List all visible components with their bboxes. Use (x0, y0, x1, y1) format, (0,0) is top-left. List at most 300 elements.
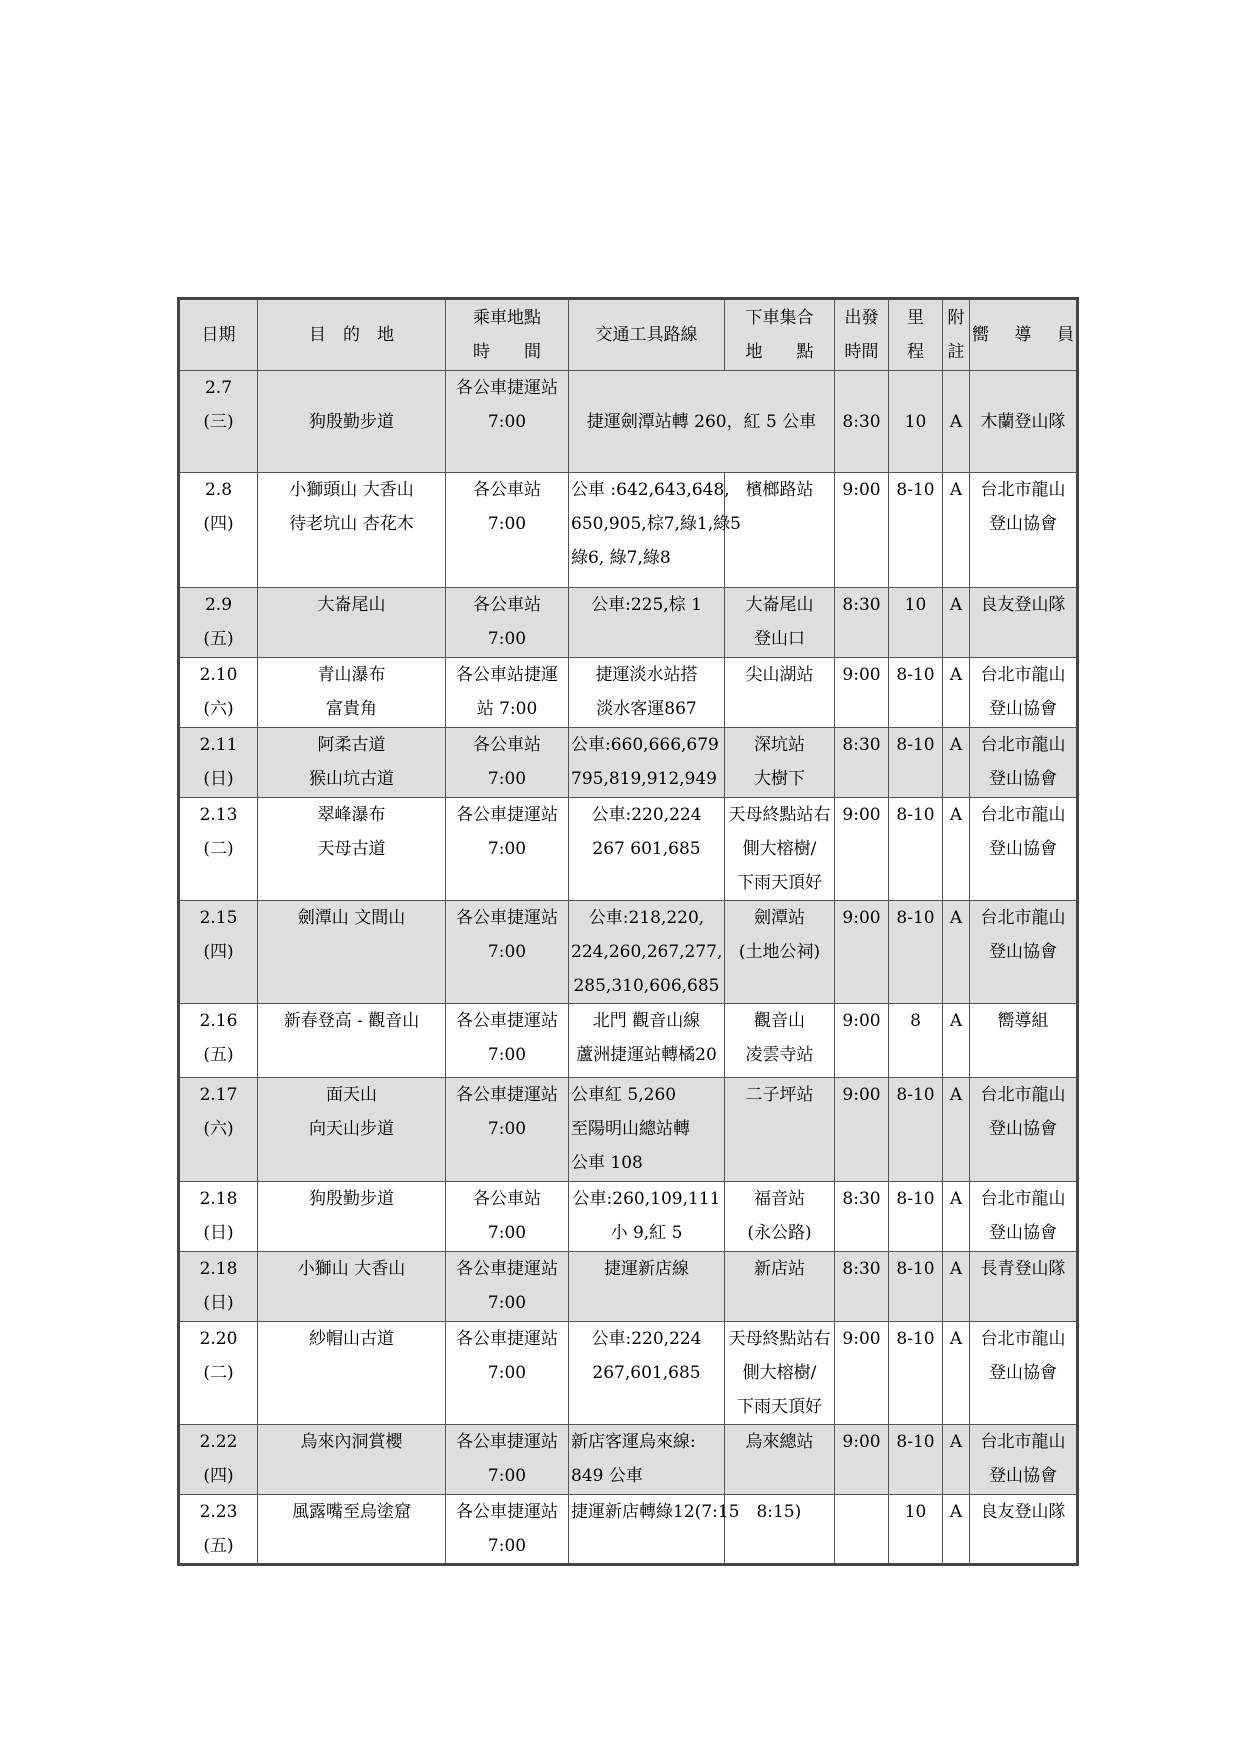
header-alight-line1: 下車集合 (745, 308, 814, 328)
route-line: 285,310,606,685 (573, 976, 720, 996)
depart-time-cell: 9:00 (835, 798, 889, 901)
guide-cell (970, 1004, 1078, 1078)
route-line: 公車:220,224 (591, 1329, 702, 1349)
route-line: 公車 108 (571, 1153, 643, 1173)
boarding-line: 各公車站 (473, 1189, 541, 1209)
header-distance-line2: 程 (907, 342, 924, 362)
distance-cell: 10 (889, 588, 943, 658)
alight-cell (725, 473, 835, 588)
route-cell (569, 1495, 802, 1565)
header-row (179, 299, 1078, 371)
boarding-line: 各公車站 (473, 480, 541, 500)
guide-cell (970, 1182, 1078, 1252)
destination-line: 面天山 (326, 1085, 377, 1105)
date-line: (四) (203, 514, 234, 534)
route-line: 795,819,912,949 (571, 769, 718, 789)
boarding-cell (446, 1322, 569, 1425)
boarding-line: 7:00 (487, 942, 527, 962)
destination-cell (258, 1004, 446, 1078)
header-boarding (446, 299, 569, 371)
route-line: 公車:260,109,111 (572, 1189, 721, 1209)
destination-line: 富貴角 (326, 699, 377, 719)
header-depart-line2: 時間 (844, 342, 879, 362)
guide-line: 登山協會 (989, 699, 1057, 719)
guide-line: 登山協會 (989, 1466, 1057, 1486)
alight-line: 尖山湖站 (745, 665, 814, 685)
depart-time-cell: 8:30 (835, 1182, 889, 1252)
route-line: 公車紅 5,260 (571, 1085, 677, 1105)
depart-time-cell: 9:00 (835, 1004, 889, 1078)
destination-cell (258, 798, 446, 901)
route-line: 淡水客運867 (596, 699, 697, 719)
date-line: 2.18 (199, 1259, 238, 1279)
header-destination: 目 的 地 (258, 299, 446, 371)
route-cell (569, 473, 741, 588)
depart-time-cell: 9:00 (835, 658, 889, 728)
alight-line: (土地公祠) (738, 942, 821, 962)
depart-time-cell: 8:30 (835, 371, 889, 473)
route-line: 公車:220,224 (591, 805, 702, 825)
boarding-line: 各公車捷運站 (456, 1085, 558, 1105)
date-line: 2.17 (199, 1085, 238, 1105)
alight-cell (725, 1182, 835, 1252)
table-row (179, 1078, 1078, 1182)
boarding-cell (446, 1495, 569, 1565)
boarding-line: 7:00 (487, 1466, 527, 1486)
guide-line: 台北市龍山 (980, 480, 1066, 500)
date-line: 2.9 (204, 595, 233, 615)
note-cell: A (943, 1078, 970, 1182)
date-cell (179, 728, 258, 798)
alight-line: 側大榕樹/ (742, 839, 817, 859)
note-cell: A (943, 1004, 970, 1078)
route-cell (569, 728, 725, 798)
guide-line: 登山協會 (989, 514, 1057, 534)
guide-line: 台北市龍山 (980, 735, 1066, 755)
depart-time-cell: 8:30 (835, 588, 889, 658)
boarding-line: 各公車捷運站 (456, 908, 558, 928)
guide-line: 登山協會 (989, 1363, 1057, 1383)
route-line: 公車:218,220, (588, 908, 705, 928)
date-line: (日) (203, 1223, 234, 1243)
alight-cell (725, 728, 835, 798)
depart-time-cell (835, 1495, 889, 1565)
route-line: 小 9,紅 5 (610, 1223, 683, 1243)
alight-line: 凌雲寺站 (745, 1045, 814, 1065)
alight-line: 天母終點站右 (728, 805, 831, 825)
distance-cell: 8-10 (889, 1252, 943, 1322)
destination-cell (258, 1495, 446, 1565)
guide-cell (970, 588, 1078, 658)
distance-cell: 10 (889, 1495, 943, 1565)
destination-line: 風露嘴至烏塗窟 (292, 1502, 411, 1522)
destination-cell (258, 1425, 446, 1495)
guide-line: 木蘭登山隊 (980, 411, 1066, 432)
table-row (179, 1495, 1078, 1565)
route-line: 224,260,267,277, (571, 942, 723, 962)
header-note-line1: 附 (947, 308, 965, 328)
route-cell (569, 798, 725, 901)
header-boarding-line1: 乘車地點 (473, 308, 541, 328)
destination-cell (258, 728, 446, 798)
boarding-line: 7:00 (487, 1045, 527, 1065)
header-guide-char3: 員 (1057, 325, 1074, 345)
header-guide (970, 299, 1078, 371)
depart-time-cell: 8:30 (835, 728, 889, 798)
alight-line: 登山口 (754, 629, 805, 649)
alight-line: 深坑站 (754, 735, 805, 755)
boarding-line: 7:00 (487, 1293, 527, 1313)
date-line: 2.15 (199, 908, 238, 928)
route-cell (569, 1078, 725, 1182)
guide-line: 登山協會 (989, 1119, 1057, 1139)
boarding-line: 7:00 (487, 769, 527, 789)
boarding-line: 7:00 (487, 629, 527, 649)
date-line: (五) (203, 1536, 234, 1556)
note-cell: A (943, 1322, 970, 1425)
boarding-cell (446, 473, 569, 588)
date-line: (六) (203, 699, 234, 719)
guide-line: 台北市龍山 (980, 1085, 1066, 1105)
route-line: 捷運新店轉綠12(7:15 8:15) (571, 1502, 802, 1522)
date-line: 2.10 (199, 665, 238, 685)
guide-line: 良友登山隊 (980, 595, 1066, 615)
destination-line: 向天山步道 (309, 1119, 394, 1139)
alight-cell (725, 588, 835, 658)
header-boarding-line2: 時 間 (473, 342, 541, 362)
alight-line: 二子坪站 (745, 1085, 814, 1105)
alight-line: 檳榔路站 (745, 480, 814, 500)
guide-line: 台北市龍山 (980, 665, 1066, 685)
header-alight-line2: 地 點 (745, 342, 814, 362)
date-line: 2.23 (199, 1502, 238, 1522)
alight-line: 烏來總站 (745, 1432, 814, 1452)
destination-cell (258, 1182, 446, 1252)
route-line: 新店客運烏來線: (571, 1432, 696, 1452)
guide-cell (970, 1495, 1078, 1565)
boarding-line: 7:00 (487, 1223, 527, 1243)
date-cell (179, 901, 258, 1004)
guide-cell (970, 371, 1078, 473)
boarding-cell (446, 1252, 569, 1322)
alight-line: 新店站 (754, 1259, 805, 1279)
guide-cell (970, 1322, 1078, 1425)
boarding-line: 各公車捷運站 (456, 1432, 558, 1452)
alight-line: 大樹下 (754, 769, 805, 789)
route-line: 捷運新店線 (604, 1259, 689, 1279)
destination-line: 烏來內洞賞櫻 (300, 1432, 403, 1452)
guide-cell (970, 473, 1078, 588)
boarding-line: 站 7:00 (476, 699, 538, 719)
table-row (179, 588, 1078, 658)
date-cell (179, 1078, 258, 1182)
alight-line: 劍潭站 (754, 908, 805, 928)
boarding-line: 各公車捷運站 (456, 1011, 558, 1031)
date-line: 2.16 (199, 1011, 238, 1031)
destination-cell (258, 1078, 446, 1182)
note-cell: A (943, 1252, 970, 1322)
destination-line: 青山瀑布 (317, 665, 386, 685)
date-line: 2.22 (199, 1432, 238, 1452)
destination-line: 新春登高 - 觀音山 (283, 1011, 420, 1031)
date-cell (179, 473, 258, 588)
route-line: 267 601,685 (592, 839, 701, 859)
boarding-cell (446, 1182, 569, 1252)
destination-line: 待老坑山 杏花木 (289, 514, 414, 534)
date-line: (五) (203, 629, 234, 649)
date-cell (179, 658, 258, 728)
route-line: 公車 :642,643,648, (571, 480, 730, 500)
boarding-cell (446, 1078, 569, 1182)
date-line: 2.18 (199, 1189, 238, 1209)
date-cell (179, 1252, 258, 1322)
note-cell: A (943, 728, 970, 798)
date-cell (179, 1322, 258, 1425)
guide-line: 登山協會 (989, 1223, 1057, 1243)
alight-cell (725, 1425, 835, 1495)
guide-cell (970, 728, 1078, 798)
route-line: 267,601,685 (592, 1363, 701, 1383)
alight-cell (725, 658, 835, 728)
boarding-line: 各公車站捷運 (456, 665, 558, 685)
guide-line: 台北市龍山 (980, 1329, 1066, 1349)
destination-cell (258, 901, 446, 1004)
boarding-line: 7:00 (487, 412, 527, 432)
destination-line: 翠峰瀑布 (317, 805, 386, 825)
date-line: (二) (203, 839, 234, 859)
boarding-cell (446, 901, 569, 1004)
boarding-cell (446, 371, 569, 473)
note-cell: A (943, 473, 970, 588)
date-line: (三) (203, 412, 234, 432)
table-row (179, 1252, 1078, 1322)
guide-line: 台北市龍山 (980, 805, 1066, 825)
guide-line: 長青登山隊 (980, 1259, 1066, 1279)
route-cell (569, 1322, 725, 1425)
destination-line: 狗殷勤步道 (309, 1189, 394, 1209)
boarding-cell (446, 658, 569, 728)
route-cell (569, 901, 725, 1004)
destination-cell (258, 1252, 446, 1322)
boarding-line: 7:00 (487, 1363, 527, 1383)
distance-cell: 8-10 (889, 1182, 943, 1252)
destination-line: 紗帽山古道 (309, 1329, 394, 1349)
route-line: 捷運劍潭站轉 260，紅 5 公車 (586, 411, 817, 432)
table-row (179, 371, 1078, 473)
header-note-line2: 註 (947, 342, 965, 362)
alight-cell (725, 1322, 835, 1425)
boarding-line: 7:00 (487, 514, 527, 534)
distance-cell: 8-10 (889, 1322, 943, 1425)
route-cell (569, 1182, 725, 1252)
schedule-table (177, 297, 1079, 1566)
boarding-line: 各公車捷運站 (456, 1502, 558, 1522)
guide-line: 登山協會 (989, 839, 1057, 859)
date-cell (179, 1182, 258, 1252)
route-cell (569, 1425, 725, 1495)
destination-line: 阿柔古道 (317, 735, 386, 755)
boarding-line: 各公車捷運站 (456, 1329, 558, 1349)
boarding-line: 各公車站 (473, 595, 541, 615)
boarding-cell (446, 1425, 569, 1495)
destination-cell (258, 371, 446, 473)
depart-time-cell: 9:00 (835, 901, 889, 1004)
date-line: (六) (203, 1119, 234, 1139)
alight-line: 側大榕樹/ (742, 1363, 817, 1383)
alight-line: 福音站 (754, 1189, 805, 1209)
guide-cell (970, 1078, 1078, 1182)
date-cell (179, 371, 258, 473)
table-row (179, 473, 1078, 588)
header-distance (889, 299, 943, 371)
guide-line: 台北市龍山 (980, 908, 1066, 928)
alight-line: 下雨天頂好 (737, 873, 822, 893)
route-line: 公車:660,666,679 (571, 735, 719, 755)
distance-cell: 8-10 (889, 1425, 943, 1495)
alight-cell (725, 798, 835, 901)
date-line: (四) (203, 942, 234, 962)
guide-line: 嚮導組 (997, 1011, 1049, 1031)
depart-time-cell: 8:30 (835, 1252, 889, 1322)
date-line: 2.7 (204, 378, 233, 398)
boarding-line: 7:00 (487, 839, 527, 859)
note-cell: A (943, 371, 970, 473)
date-cell (179, 1495, 258, 1565)
table-row (179, 1322, 1078, 1425)
alight-line: 天母終點站右 (728, 1329, 831, 1349)
table-row (179, 658, 1078, 728)
depart-time-cell: 9:00 (835, 1322, 889, 1425)
guide-cell (970, 798, 1078, 901)
alight-line: (永公路) (747, 1223, 812, 1243)
route-line: 至陽明山總站轉 (571, 1119, 690, 1139)
destination-line: 小獅山 大香山 (297, 1259, 406, 1279)
boarding-cell (446, 798, 569, 901)
header-guide-char2: 導 (1014, 325, 1032, 345)
table-row (179, 901, 1078, 1004)
route-line: 綠6, 綠7,綠8 (571, 548, 671, 568)
distance-cell: 8-10 (889, 473, 943, 588)
guide-cell (970, 1252, 1078, 1322)
route-cell (569, 371, 835, 473)
date-line: (日) (203, 1293, 234, 1313)
header-note (943, 299, 970, 371)
date-line: (五) (203, 1045, 234, 1065)
date-cell (179, 1004, 258, 1078)
boarding-line: 各公車站 (473, 735, 541, 755)
date-line: 2.11 (199, 735, 238, 755)
guide-line: 台北市龍山 (980, 1432, 1066, 1452)
date-line: (日) (203, 769, 234, 789)
route-line: 捷運淡水站搭 (595, 665, 698, 685)
schedule-body (179, 299, 1078, 1565)
alight-line: 觀音山 (754, 1011, 805, 1031)
route-line: 蘆洲捷運站轉橘20 (576, 1045, 717, 1065)
distance-cell: 8-10 (889, 798, 943, 901)
destination-line: 小獅頭山 大香山 (289, 480, 414, 500)
date-line: 2.13 (199, 805, 238, 825)
note-cell: A (943, 901, 970, 1004)
distance-cell: 8 (889, 1004, 943, 1078)
note-cell: A (943, 798, 970, 901)
note-cell: A (943, 1495, 970, 1565)
distance-cell: 8-10 (889, 658, 943, 728)
alight-cell (725, 1004, 835, 1078)
guide-cell (970, 901, 1078, 1004)
alight-cell (725, 1078, 835, 1182)
guide-line: 登山協會 (989, 942, 1057, 962)
route-line: 650,905,棕7,綠1,綠5 (571, 514, 741, 534)
route-cell (569, 1252, 725, 1322)
note-cell: A (943, 588, 970, 658)
destination-cell (258, 473, 446, 588)
date-cell (179, 1425, 258, 1495)
table-row (179, 728, 1078, 798)
depart-time-cell: 9:00 (835, 1078, 889, 1182)
destination-line: 天母古道 (317, 839, 386, 859)
guide-line: 登山協會 (989, 769, 1057, 789)
route-cell (569, 1004, 725, 1078)
header-guide-char1: 嚮 (972, 325, 989, 345)
table-row (179, 1425, 1078, 1495)
header-date: 日期 (179, 299, 258, 371)
boarding-cell (446, 588, 569, 658)
date-line: (二) (203, 1363, 234, 1383)
depart-time-cell: 9:00 (835, 1425, 889, 1495)
date-cell (179, 798, 258, 901)
boarding-cell (446, 1004, 569, 1078)
route-line: 849 公車 (571, 1466, 643, 1486)
route-cell (569, 658, 725, 728)
header-distance-line1: 里 (907, 308, 924, 328)
alight-line: 下雨天頂好 (737, 1397, 822, 1417)
header-depart (835, 299, 889, 371)
header-depart-line1: 出發 (844, 308, 879, 328)
distance-cell: 8-10 (889, 1078, 943, 1182)
header-alight (725, 299, 835, 371)
route-line: 北門 觀音山線 (592, 1011, 701, 1031)
note-cell: A (943, 1425, 970, 1495)
boarding-line: 各公車捷運站 (456, 1259, 558, 1279)
distance-cell: 8-10 (889, 728, 943, 798)
destination-line: 大崙尾山 (317, 595, 386, 615)
destination-line: 劍潭山 文間山 (297, 908, 406, 928)
table-row (179, 798, 1078, 901)
destination-line: 狗殷勤步道 (309, 411, 394, 432)
boarding-cell (446, 728, 569, 798)
route-line: 公車:225,棕 1 (591, 595, 702, 615)
destination-cell (258, 658, 446, 728)
guide-line: 台北市龍山 (980, 1189, 1066, 1209)
date-line: (四) (203, 1466, 234, 1486)
guide-cell (970, 658, 1078, 728)
boarding-line: 各公車捷運站 (456, 805, 558, 825)
boarding-line: 7:00 (487, 1119, 527, 1139)
header-route: 交通工具路線 (569, 299, 725, 371)
date-line: 2.20 (199, 1329, 238, 1349)
guide-line: 良友登山隊 (980, 1502, 1066, 1522)
alight-cell (725, 1252, 835, 1322)
destination-cell (258, 1322, 446, 1425)
table-row (179, 1004, 1078, 1078)
alight-cell (725, 901, 835, 1004)
depart-time-cell: 9:00 (835, 473, 889, 588)
route-cell (569, 588, 725, 658)
destination-line: 猴山坑古道 (309, 769, 394, 789)
note-cell: A (943, 1182, 970, 1252)
distance-cell: 10 (889, 371, 943, 473)
date-line: 2.8 (204, 480, 233, 500)
